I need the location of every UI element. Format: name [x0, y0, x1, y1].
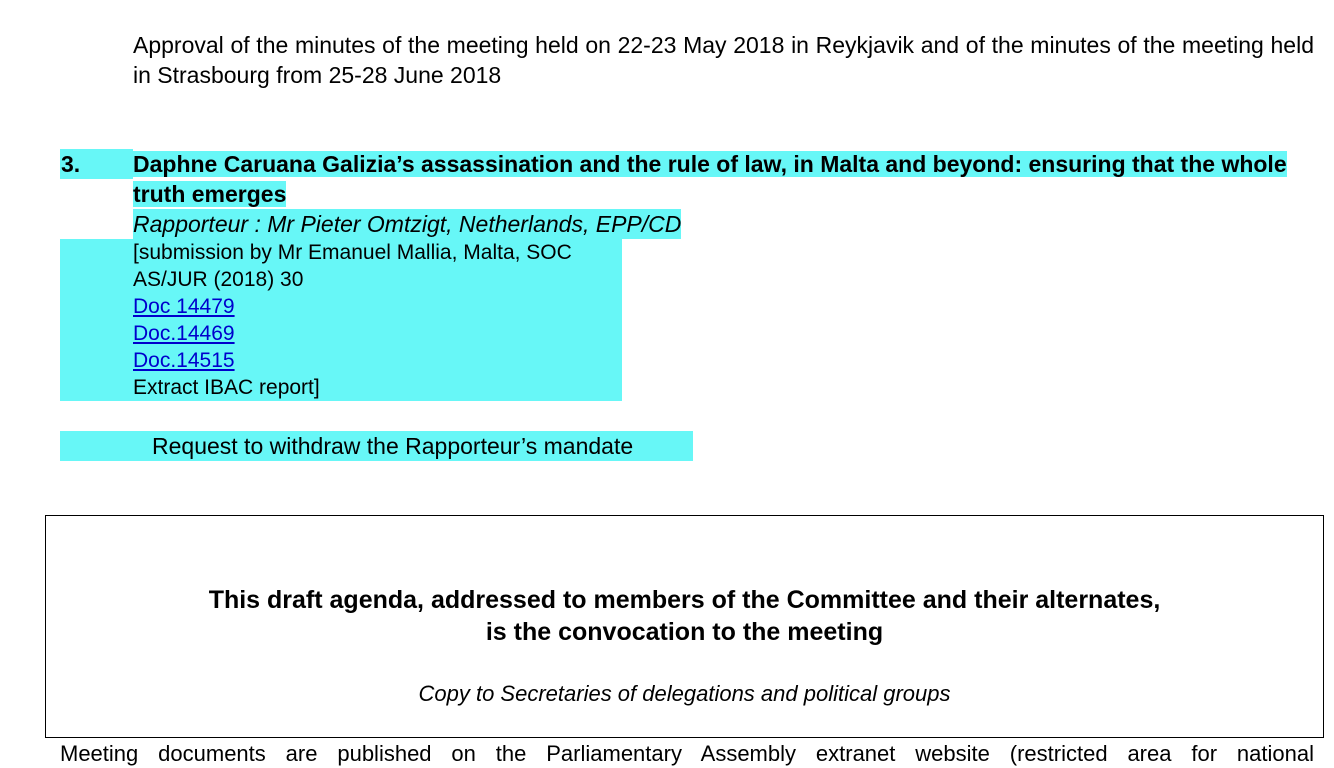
withdraw-mandate-request-text: Request to withdraw the Rapporteur’s mandate	[152, 433, 634, 459]
meeting-documents-notice: Meeting documents are published on the Parliamentary Assembly extranet website (restricted area for national	[60, 741, 1314, 766]
document-link-14479[interactable]: Doc 14479	[133, 295, 235, 318]
document-reference: AS/JUR (2018) 30	[133, 268, 304, 291]
convocation-notice-box	[45, 515, 1324, 738]
convocation-heading	[46, 584, 1323, 648]
agenda-item-title	[133, 149, 1313, 209]
agenda-item-title-text: Daphne Caruana Galizia’s assassination and the rule of law, in Malta and beyond: ensuring that the whole truth emerges	[133, 151, 1287, 207]
rapporteur-line: Rapporteur : Mr Pieter Omtzigt, Netherlands, EPP/CD	[133, 211, 682, 237]
copy-to-secretaries: Copy to Secretaries of delegations and political groups	[418, 681, 951, 706]
ibac-report-extract: Extract IBAC report]	[133, 376, 320, 399]
minutes-approval-text: Approval of the minutes of the meeting held on 22-23 May 2018 in Reykjavik and of the minutes of the meeting held in Strasbourg from 25-28 June 2018	[133, 32, 1314, 88]
document-link-14515[interactable]: Doc.14515	[133, 349, 235, 372]
convocation-heading-line-1: This draft agenda, addressed to members of the Committee and their alternates,	[208, 586, 1161, 614]
submission-line: [submission by Mr Emanuel Mallia, Malta, SOC	[133, 239, 622, 266]
agenda-item-number: 3.	[61, 151, 81, 177]
withdraw-mandate-request	[60, 431, 693, 461]
convocation-heading-line-2: is the convocation to the meeting	[485, 618, 884, 646]
documents-list	[133, 239, 622, 401]
document-link-14469[interactable]: Doc.14469	[133, 322, 235, 345]
